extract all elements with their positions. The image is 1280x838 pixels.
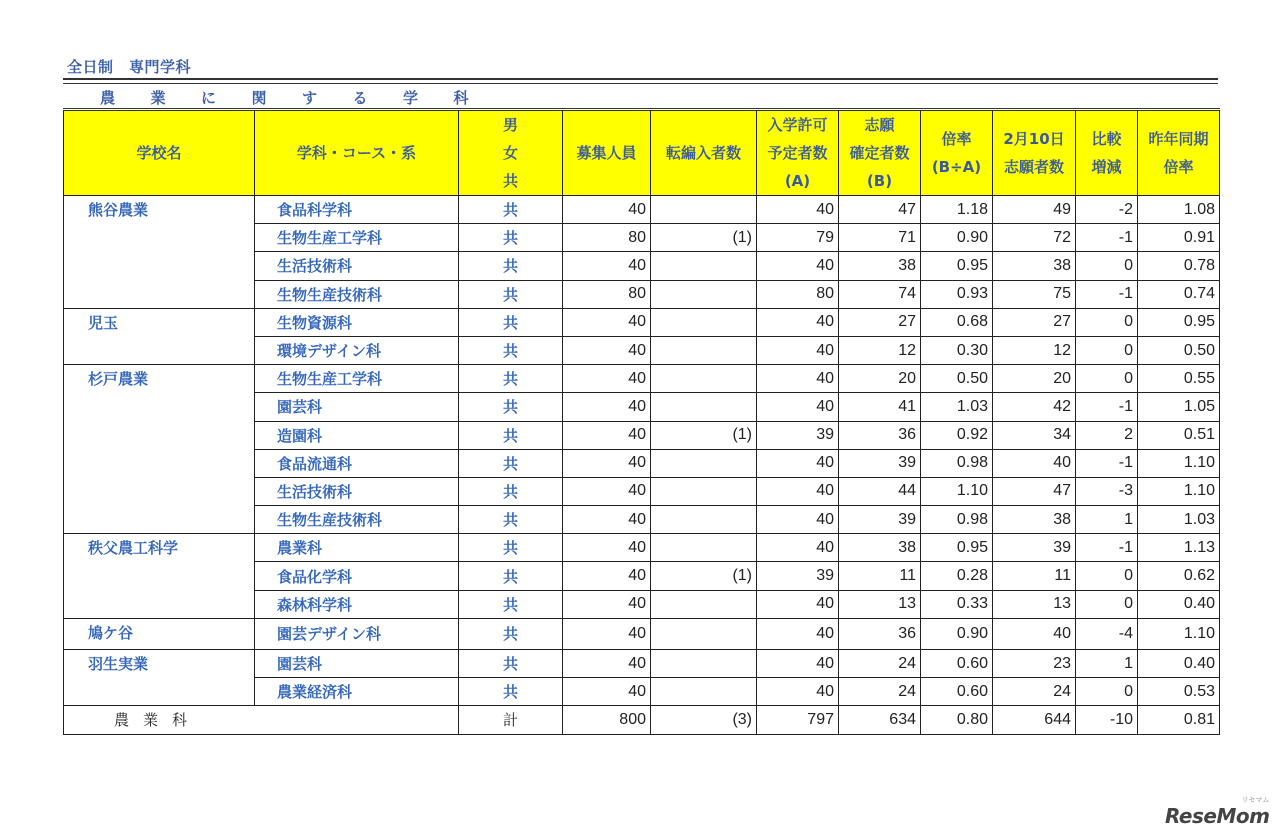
applicants-cell: 36 [839, 421, 921, 449]
course-name: 生活技術科 [255, 477, 459, 505]
diff-cell: 1 [1076, 506, 1138, 534]
diff-cell: -2 [1076, 196, 1138, 224]
ratio-cell: 0.28 [921, 562, 993, 590]
last-ratio-cell: 0.40 [1138, 590, 1220, 618]
column-header: 学校名 [64, 110, 255, 196]
double-rule-divider [63, 78, 1218, 84]
diff-cell: -1 [1076, 280, 1138, 308]
diff-cell: -3 [1076, 477, 1138, 505]
total-transfer: (3) [651, 706, 757, 734]
quota-cell: 40 [563, 650, 651, 678]
course-name: 生物生産工学科 [255, 365, 459, 393]
transfer-cell [651, 365, 757, 393]
transfer-cell [651, 393, 757, 421]
applicants-cell: 13 [839, 590, 921, 618]
diff-cell: 2 [1076, 421, 1138, 449]
course-name: 生物資源科 [255, 308, 459, 336]
last-ratio-cell: 0.51 [1138, 421, 1220, 449]
transfer-cell [651, 678, 757, 706]
last-ratio-cell: 0.74 [1138, 280, 1220, 308]
total-row [64, 706, 1220, 734]
course-name: 生活技術科 [255, 252, 459, 280]
course-name: 食品化学科 [255, 562, 459, 590]
quota-cell: 40 [563, 506, 651, 534]
admit-cell: 79 [757, 224, 839, 252]
course-name: 農業科 [255, 534, 459, 562]
total-quota: 800 [563, 706, 651, 734]
feb10-cell: 40 [993, 618, 1076, 649]
column-header: 昨年同期 倍率 [1138, 110, 1220, 196]
admit-cell: 40 [757, 336, 839, 364]
last-ratio-cell: 0.50 [1138, 336, 1220, 364]
feb10-cell: 23 [993, 650, 1076, 678]
last-ratio-cell: 1.08 [1138, 196, 1220, 224]
resemom-logo [1165, 796, 1269, 828]
quota-cell: 40 [563, 421, 651, 449]
applicants-cell: 11 [839, 562, 921, 590]
gender-type: 共 [459, 449, 563, 477]
quota-cell: 40 [563, 336, 651, 364]
school-name: 児玉 [64, 308, 255, 364]
admit-cell: 39 [757, 421, 839, 449]
school-name: 羽生実業 [64, 650, 255, 706]
course-name: 生物生産技術科 [255, 506, 459, 534]
feb10-cell: 47 [993, 477, 1076, 505]
last-ratio-cell: 0.55 [1138, 365, 1220, 393]
applicants-cell: 47 [839, 196, 921, 224]
feb10-cell: 42 [993, 393, 1076, 421]
ratio-cell: 0.60 [921, 678, 993, 706]
quota-cell: 40 [563, 449, 651, 477]
ratio-cell: 0.30 [921, 336, 993, 364]
course-name: 園芸デザイン科 [255, 618, 459, 649]
feb10-cell: 40 [993, 449, 1076, 477]
course-name: 園芸科 [255, 393, 459, 421]
admit-cell: 40 [757, 308, 839, 336]
transfer-cell [651, 252, 757, 280]
column-header: 入学許可 予定者数 (A) [757, 110, 839, 196]
feb10-cell: 39 [993, 534, 1076, 562]
admit-cell: 40 [757, 449, 839, 477]
ratio-cell: 1.03 [921, 393, 993, 421]
feb10-cell: 75 [993, 280, 1076, 308]
transfer-cell: (1) [651, 562, 757, 590]
subtitle-char: 科 [453, 89, 469, 107]
course-name: 園芸科 [255, 650, 459, 678]
admit-cell: 40 [757, 477, 839, 505]
applicants-cell: 38 [839, 534, 921, 562]
gender-type: 共 [459, 252, 563, 280]
diff-cell: 0 [1076, 336, 1138, 364]
applicants-cell: 12 [839, 336, 921, 364]
admit-cell: 40 [757, 590, 839, 618]
transfer-cell [651, 336, 757, 364]
feb10-cell: 11 [993, 562, 1076, 590]
quota-cell: 40 [563, 393, 651, 421]
diff-cell: -1 [1076, 449, 1138, 477]
quota-cell: 40 [563, 562, 651, 590]
feb10-cell: 13 [993, 590, 1076, 618]
transfer-cell: (1) [651, 421, 757, 449]
diff-cell: -4 [1076, 618, 1138, 649]
feb10-cell: 20 [993, 365, 1076, 393]
total-feb10: 644 [993, 706, 1076, 734]
course-name: 食品流通科 [255, 449, 459, 477]
subtitle-char: に [201, 89, 217, 107]
applicants-cell: 38 [839, 252, 921, 280]
total-mark: 計 [459, 706, 563, 734]
gender-type: 共 [459, 477, 563, 505]
admit-cell: 40 [757, 196, 839, 224]
gender-type: 共 [459, 562, 563, 590]
ratio-cell: 0.98 [921, 506, 993, 534]
transfer-cell [651, 449, 757, 477]
transfer-cell [651, 308, 757, 336]
total-admit: 797 [757, 706, 839, 734]
applicants-cell: 20 [839, 365, 921, 393]
last-ratio-cell: 1.10 [1138, 449, 1220, 477]
ratio-cell: 0.90 [921, 224, 993, 252]
ratio-cell: 0.90 [921, 618, 993, 649]
diff-cell: -1 [1076, 224, 1138, 252]
diff-cell: 0 [1076, 308, 1138, 336]
admit-cell: 40 [757, 365, 839, 393]
subtitle-char: 農 [100, 89, 116, 107]
column-header: 倍率 (B÷A) [921, 110, 993, 196]
applicants-cell: 27 [839, 308, 921, 336]
quota-cell: 40 [563, 308, 651, 336]
last-ratio-cell: 0.95 [1138, 308, 1220, 336]
admit-cell: 39 [757, 562, 839, 590]
gender-type: 共 [459, 224, 563, 252]
school-name: 鳩ケ谷 [64, 618, 255, 649]
last-ratio-cell: 1.10 [1138, 618, 1220, 649]
transfer-cell [651, 618, 757, 649]
table-row [64, 650, 1220, 678]
ratio-cell: 0.50 [921, 365, 993, 393]
page-title: 全日制 専門学科 [67, 58, 192, 76]
course-name: 環境デザイン科 [255, 336, 459, 364]
ratio-cell: 0.95 [921, 252, 993, 280]
course-name: 造園科 [255, 421, 459, 449]
applicants-cell: 41 [839, 393, 921, 421]
school-name: 秩父農工科学 [64, 534, 255, 619]
gender-type: 共 [459, 506, 563, 534]
diff-cell: 0 [1076, 365, 1138, 393]
course-name: 食品科学科 [255, 196, 459, 224]
feb10-cell: 34 [993, 421, 1076, 449]
applicants-table [63, 108, 1220, 735]
admit-cell: 40 [757, 678, 839, 706]
diff-cell: 0 [1076, 562, 1138, 590]
quota-cell: 80 [563, 280, 651, 308]
feb10-cell: 24 [993, 678, 1076, 706]
column-header: 学科・コース・系 [255, 110, 459, 196]
gender-type: 共 [459, 421, 563, 449]
logo-text: ReseMom [1165, 804, 1270, 828]
ratio-cell: 0.68 [921, 308, 993, 336]
total-diff: -10 [1076, 706, 1138, 734]
ratio-cell: 0.93 [921, 280, 993, 308]
ratio-cell: 1.10 [921, 477, 993, 505]
header-row [64, 110, 1220, 196]
course-name: 生物生産工学科 [255, 224, 459, 252]
gender-type: 共 [459, 336, 563, 364]
last-ratio-cell: 1.03 [1138, 506, 1220, 534]
admit-cell: 40 [757, 650, 839, 678]
ratio-cell: 0.33 [921, 590, 993, 618]
last-ratio-cell: 0.62 [1138, 562, 1220, 590]
transfer-cell [651, 477, 757, 505]
gender-type: 共 [459, 280, 563, 308]
quota-cell: 40 [563, 590, 651, 618]
gender-type: 共 [459, 618, 563, 649]
gender-type: 共 [459, 678, 563, 706]
course-name: 生物生産技術科 [255, 280, 459, 308]
last-ratio-cell: 0.53 [1138, 678, 1220, 706]
feb10-cell: 38 [993, 252, 1076, 280]
table-row [64, 534, 1220, 562]
table-row [64, 196, 1220, 224]
quota-cell: 80 [563, 224, 651, 252]
total-ratio: 0.80 [921, 706, 993, 734]
applicants-cell: 39 [839, 506, 921, 534]
column-header: 2月10日 志願者数 [993, 110, 1076, 196]
feb10-cell: 49 [993, 196, 1076, 224]
last-ratio-cell: 1.10 [1138, 477, 1220, 505]
table-row [64, 618, 1220, 649]
gender-type: 共 [459, 534, 563, 562]
transfer-cell [651, 506, 757, 534]
transfer-cell: (1) [651, 224, 757, 252]
subtitle-char: る [352, 89, 368, 107]
diff-cell: 1 [1076, 650, 1138, 678]
course-name: 農業経済科 [255, 678, 459, 706]
gender-type: 共 [459, 308, 563, 336]
quota-cell: 40 [563, 678, 651, 706]
subtitle-char: 関 [251, 89, 267, 107]
last-ratio-cell: 1.05 [1138, 393, 1220, 421]
ratio-cell: 0.92 [921, 421, 993, 449]
gender-type: 共 [459, 393, 563, 421]
gender-type: 共 [459, 196, 563, 224]
column-header: 志願 確定者数 (B) [839, 110, 921, 196]
last-ratio-cell: 0.78 [1138, 252, 1220, 280]
gender-type: 共 [459, 365, 563, 393]
admit-cell: 40 [757, 534, 839, 562]
last-ratio-cell: 0.91 [1138, 224, 1220, 252]
column-header: 募集人員 [563, 110, 651, 196]
section-subtitle [100, 87, 504, 108]
admit-cell: 40 [757, 506, 839, 534]
quota-cell: 40 [563, 477, 651, 505]
transfer-cell [651, 590, 757, 618]
diff-cell: 0 [1076, 590, 1138, 618]
subtitle-char: す [302, 89, 318, 107]
feb10-cell: 38 [993, 506, 1076, 534]
column-header: 男 女 共 [459, 110, 563, 196]
gender-type: 共 [459, 650, 563, 678]
ratio-cell: 1.18 [921, 196, 993, 224]
ratio-cell: 0.95 [921, 534, 993, 562]
total-last-ratio: 0.81 [1138, 706, 1220, 734]
table-row [64, 365, 1220, 393]
feb10-cell: 72 [993, 224, 1076, 252]
quota-cell: 40 [563, 534, 651, 562]
transfer-cell [651, 196, 757, 224]
applicants-cell: 24 [839, 678, 921, 706]
admit-cell: 80 [757, 280, 839, 308]
applicants-cell: 71 [839, 224, 921, 252]
admit-cell: 40 [757, 618, 839, 649]
total-applicants: 634 [839, 706, 921, 734]
transfer-cell [651, 280, 757, 308]
subtitle-char: 学 [403, 89, 419, 107]
applicants-cell: 36 [839, 618, 921, 649]
subtitle-char: 業 [150, 89, 166, 107]
diff-cell: 0 [1076, 252, 1138, 280]
quota-cell: 40 [563, 365, 651, 393]
column-header: 比較 増減 [1076, 110, 1138, 196]
gender-type: 共 [459, 590, 563, 618]
quota-cell: 40 [563, 252, 651, 280]
applicants-cell: 24 [839, 650, 921, 678]
ratio-cell: 0.98 [921, 449, 993, 477]
course-name: 森林科学科 [255, 590, 459, 618]
diff-cell: -1 [1076, 393, 1138, 421]
applicants-cell: 44 [839, 477, 921, 505]
feb10-cell: 27 [993, 308, 1076, 336]
diff-cell: 0 [1076, 678, 1138, 706]
school-name: 熊谷農業 [64, 196, 255, 309]
total-label: 農業科 [64, 706, 459, 734]
quota-cell: 40 [563, 618, 651, 649]
last-ratio-cell: 0.40 [1138, 650, 1220, 678]
feb10-cell: 12 [993, 336, 1076, 364]
admit-cell: 40 [757, 393, 839, 421]
transfer-cell [651, 650, 757, 678]
logo-kana: リセマム [1241, 796, 1270, 804]
school-name: 杉戸農業 [64, 365, 255, 534]
quota-cell: 40 [563, 196, 651, 224]
applicants-cell: 39 [839, 449, 921, 477]
last-ratio-cell: 1.13 [1138, 534, 1220, 562]
table-row [64, 308, 1220, 336]
applicants-cell: 74 [839, 280, 921, 308]
ratio-cell: 0.60 [921, 650, 993, 678]
column-header: 転編入者数 [651, 110, 757, 196]
transfer-cell [651, 534, 757, 562]
admit-cell: 40 [757, 252, 839, 280]
diff-cell: -1 [1076, 534, 1138, 562]
